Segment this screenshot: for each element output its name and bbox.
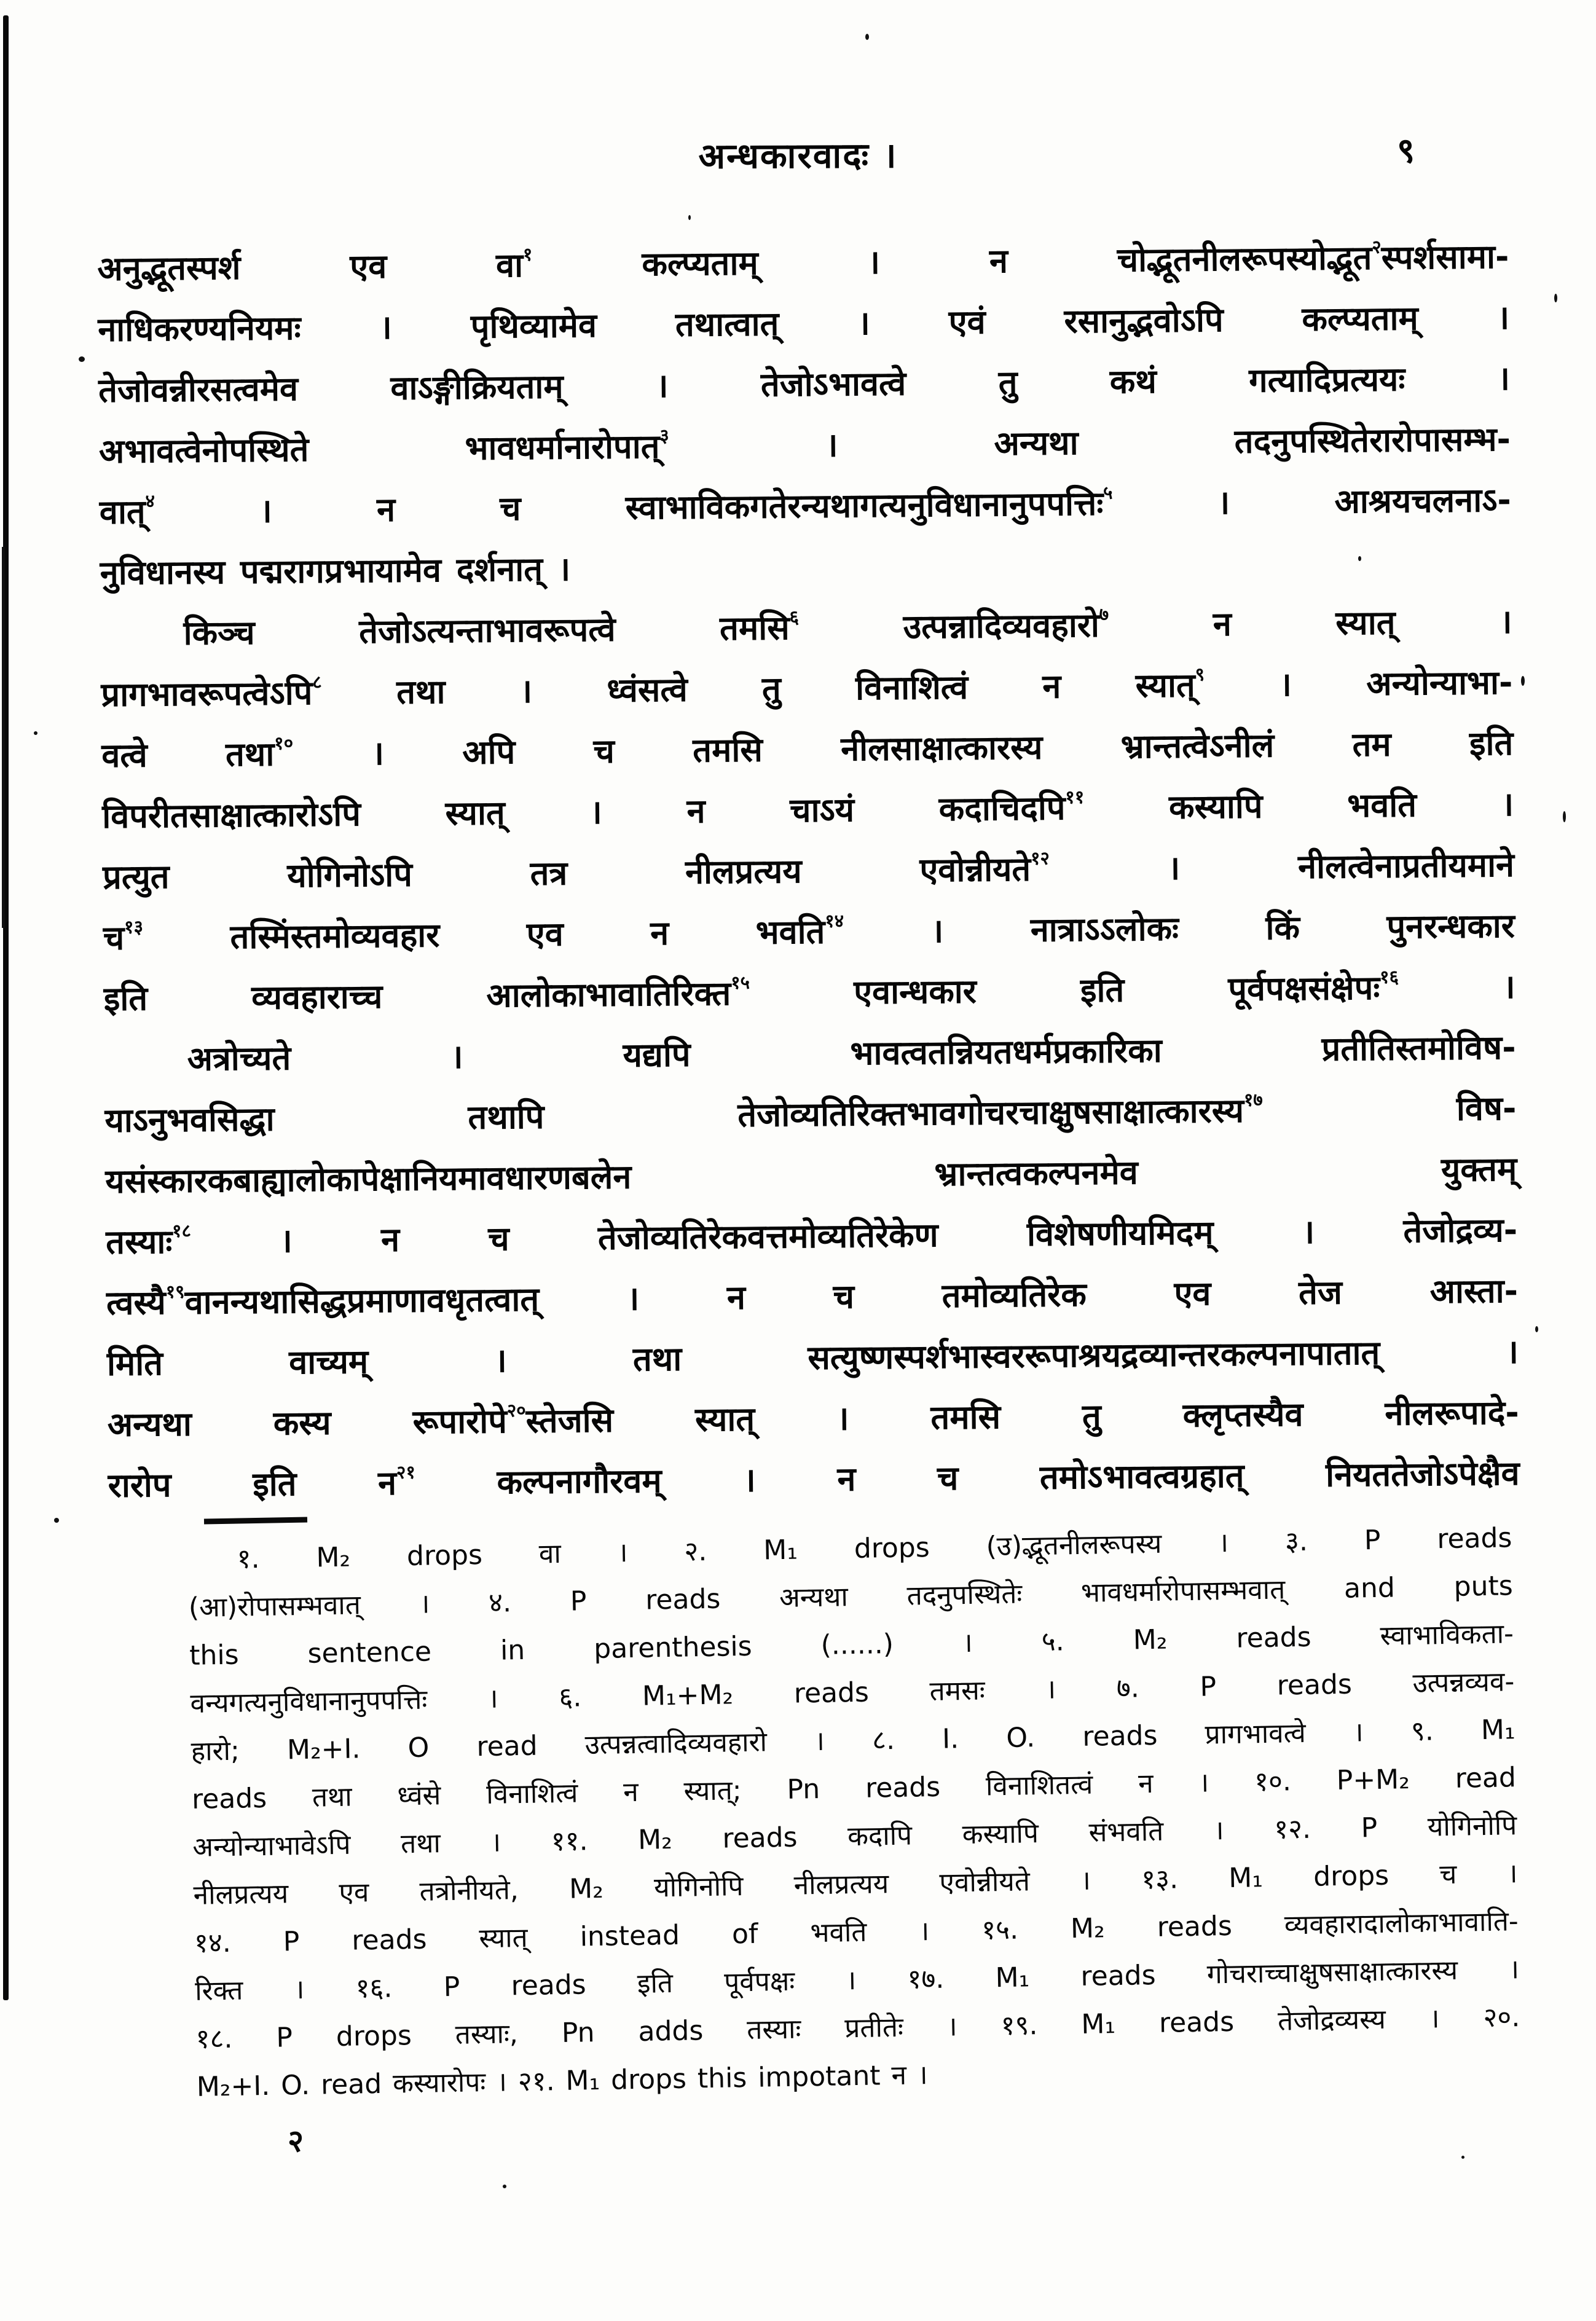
footnote-ref: ११ [1065,786,1085,808]
footnote-line: हारो; M₂+I. O read उत्पन्नत्वादिव्यवहारो । ८. I. O. reads प्रागभावत्वे । ९. M₁ [191,1714,1515,1767]
footnote-ref: २० [506,1399,526,1421]
footnote-ref: ४ [145,490,155,512]
text-line: विपरीतसाक्षात्कारोऽपि स्यात् । न चाऽयं कदाचिदपि$^{११}$ कस्यापि भवति । [101,784,1514,836]
text-line: वत्वे तथा$^{१०}$ । अपि च तमसि नीलसाक्षात्कारस्य भ्रान्तत्वेऽनीलं तम इति [101,723,1514,775]
main-text-block [97,226,1520,1516]
footnote-line: (आ)रोपासम्भवात् । ४. P reads अन्यथा तदनुपस्थितेः भावधर्मारोपासम्भवात् and puts [188,1570,1514,1624]
text-line: नाधिकरण्यनियमः । पृथिव्यामेव तथात्वात् । एवं रसानुद्भवोऽपि कल्प्यताम् । [98,297,1510,349]
text-line: प्रागभावरूपत्वेऽपि$^८$ तथा । ध्वंसत्वे तु विनाशित्वं न स्यात्$^९$ । अन्योन्याभा- [101,662,1513,714]
footnote-ref: १७ [1243,1089,1263,1111]
ink-speck [1461,2156,1464,2159]
text-line: नुविधानस्य पद्मरागप्रभायामेव दर्शनात् । [100,549,571,592]
text-line: अभावत्वेनोपस्थिते भावधर्मानारोपात्$^३$ । अन्यथा तदनुपस्थितेरारोपासम्भ- [98,419,1511,471]
footnote-ref: १३ [124,916,144,938]
footnote-ref: २ [1372,236,1382,258]
ink-speck [1535,1326,1538,1332]
footnote-ref: २१ [396,1461,415,1483]
footnote-ref: १८ [171,1220,192,1242]
footnote-ref: ९ [1195,663,1205,686]
signature-mark: २ [287,2123,304,2159]
ink-speck [79,356,85,362]
text-line: रारोप इति न$^{२१}$ कल्पनागौरवम् । न च तमोऽभावत्वग्रहात् नियततेजोऽपेक्षैव [108,1453,1520,1505]
footnote-ref: १ [522,243,533,265]
footnote-line: reads तथा ध्वंसे विनाशित्वं न स्यात्; Pn reads विनाशितत्वं न । १०. P+M₂ read [191,1762,1517,1815]
footnote-ref: ७ [1099,603,1109,626]
text-line-paragraph-start: अत्रोच्यते । यद्यपि भावत्वतन्नियतधर्मप्रकारिका प्रतीतिस्तमोविष- [187,1027,1516,1078]
footnote-ref: १० [274,732,294,755]
ink-speck [1563,811,1566,822]
footnote-ref: १६ [1379,966,1399,988]
footnote-ref: १५ [730,972,750,994]
footnote-ref: १२ [1030,847,1050,870]
scan-gutter-line-2 [2,547,5,928]
footnote-ref: १४ [825,910,844,932]
ink-speck [34,731,37,735]
ink-speck [688,215,691,220]
scan-gutter-line [3,15,9,2000]
footnote-line: वन्यगत्यनुविधानानुपपत्तिः । ६. M₁+M₂ reads तमसः । ७. P reads उत्पन्नव्यव- [190,1666,1515,1719]
footnote-line: १. M₂ drops वा । २. M₁ drops (उ)द्भूतनीलरूपस्य । ३. P reads [237,1522,1512,1575]
text-line: मिति वाच्यम् । तथा सत्युष्णस्पर्शभास्वररूपाश्रयद्रव्यान्तरकल्पनापातात् । [106,1332,1519,1383]
text-line-paragraph-start: किञ्च तेजोऽत्यन्ताभावरूपत्वे तमसि$^६$ उत्पन्नादिव्यवहारो$^७$ न स्यात् । [183,602,1512,653]
text-line: तस्याः$^{१८}$ । न च तेजोव्यतिरेकवत्तमोव्यतिरेकेण विशेषणीयमिदम् । तेजोद्रव्य- [105,1210,1518,1262]
text-line: वात्$^४$ । न च स्वाभाविकगतेरन्यथागत्यनुविधानानुपपत्तिः$^५$ । आश्रयचलनाऽ- [99,480,1512,532]
text-line: प्रत्युत योगिनोऽपि तत्र नीलप्रत्यय एवोन्नीयते$^{१२}$ । नीलत्वेनाप्रतीयमाने [102,845,1515,897]
footnote-line: १८. P drops तस्याः, Pn adds तस्याः प्रतीतेः । १९. M₁ reads तेजोद्रव्यस्य । २०. [195,2001,1520,2055]
ink-speck [1358,556,1361,561]
text-line: इति व्यवहाराच्च आलोकाभावातिरिक्त$^{१५}$ एवान्धकार इति पूर्वपक्षसंक्षेपः$^{१६}$ । [103,966,1515,1018]
footnote-ref: ८ [312,671,322,693]
text-line: अनुद्भूतस्पर्श एव वा$^१$ कल्प्यताम् । न चोद्भूतनीलरूपस्योद्भूत$^२$स्पर्शसामा- [97,236,1509,288]
ink-speck [865,34,869,40]
footnote-line: अन्योन्याभावेऽपि तथा । ११. M₂ reads कदापि कस्यापि संभवति । १२. P योगिनोपि [192,1810,1517,1863]
text-line: त्वस्यै$^{१९}$वानन्यथासिद्धप्रमाणावधृतत्वात् । न च तमोव्यतिरेक एव तेज आस्ता- [106,1271,1519,1322]
page-title: अन्धकारवादः । [698,135,898,177]
footnotes-block [187,1514,1521,2111]
ink-speck [54,1518,59,1523]
text-line: अन्यथा कस्य रूपारोपे$^{२०}$स्तेजसि स्यात् । तमसि तु क्लृप्तस्यैव नीलरूपादे- [107,1392,1520,1444]
footnote-line: M₂+I. O. read कस्यारोपः । २१. M₁ drops this impotant न । [196,2059,928,2103]
footnote-line: रिक्त । १६. P reads इति पूर्वपक्षः । १७. M₁ reads गोचराच्चाक्षुषसाक्षात्कारस्य । [194,1954,1520,2007]
footnote-ref: ३ [659,425,669,447]
footnote-line: this sentence in parenthesis (......) । ५. M₂ reads स्वाभाविकता- [189,1618,1514,1671]
footnote-line: १४. P reads स्यात् instead of भवति । १५. M₂ reads व्यवहारादालोकाभावाति- [194,1906,1519,1959]
ink-speck [1521,676,1525,686]
footnote-ref: १९ [165,1281,185,1303]
footnote-ref: ६ [789,606,800,628]
footnote-separator-rule [204,1517,307,1525]
page-number: ९ [1396,130,1415,171]
footnote-line: नीलप्रत्यय एव तत्रोनीयते, M₂ योगिनोपि नीलप्रत्यय एवोन्नीयते । १३. M₁ drops च । [193,1858,1518,1911]
text-line: तेजोवन्नीरसत्वमेव वाऽङ्गीक्रियताम् । तेजोऽभावत्वे तु कथं गत्यादिप्रत्ययः । [98,358,1511,410]
ink-speck [1554,294,1557,302]
text-line: च$^{१३}$ तस्मिंस्तमोव्यवहार एव न भवति$^{१४}$ । नात्राऽऽलोकः किं पुनरन्धकार [103,906,1515,957]
ink-speck [503,2185,506,2188]
text-line: याऽनुभवसिद्धा तथापि तेजोव्यतिरिक्तभावगोचरचाक्षुषसाक्षात्कारस्य$^{१७}$ विष- [104,1088,1517,1140]
text-line: यसंस्कारकबाह्यालोकापेक्षानियमावधारणबलेन भ्रान्तत्वकल्पनमेव युक्तम् [105,1149,1517,1201]
footnote-ref: ५ [1103,482,1113,504]
